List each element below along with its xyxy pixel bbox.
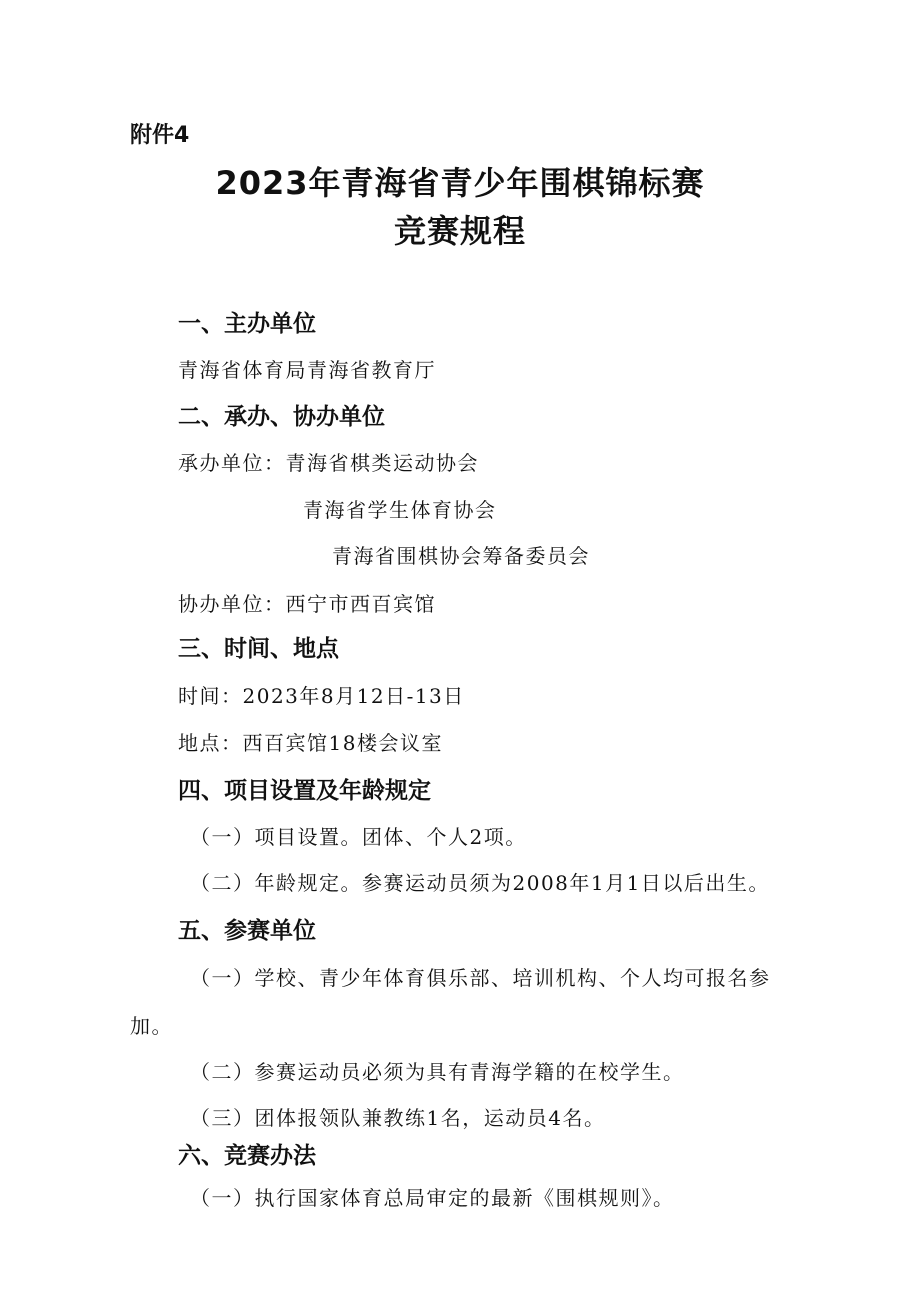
host-unit-2: 青海省学生体育协会: [303, 498, 497, 522]
events-item-2: （二）年龄规定。参赛运动员须为2008年1月1日以后出生。: [190, 871, 770, 895]
section-heading-organizer: 一、主办单位: [178, 311, 316, 337]
participants-item-3: （三）团体报领队兼教练1名，运动员4名。: [190, 1106, 606, 1130]
organizer-text: 青海省体育局青海省教育厅: [178, 358, 436, 382]
time-text: 时间：2023年8月12日-13日: [178, 684, 465, 708]
document-subtitle: 竞赛规程: [393, 212, 526, 250]
participants-item-1-continued: 加。: [130, 1014, 173, 1038]
events-item-1: （一）项目设置。团体、个人2项。: [190, 825, 527, 849]
section-heading-competition-method: 六、竞赛办法: [178, 1143, 316, 1169]
section-heading-participants: 五、参赛单位: [178, 918, 316, 944]
section-heading-time-place: 三、时间、地点: [178, 636, 339, 662]
co-host-unit: 协办单位：西宁市西百宾馆: [178, 592, 436, 616]
host-unit-1: 承办单位：青海省棋类运动协会: [178, 451, 479, 475]
document-title: 2023年青海省青少年围棋锦标赛: [215, 164, 705, 202]
place-text: 地点：西百宾馆18楼会议室: [178, 731, 443, 755]
attachment-label: 附件4: [130, 123, 190, 148]
host-unit-3: 青海省围棋协会筹备委员会: [332, 544, 590, 568]
section-heading-events: 四、项目设置及年龄规定: [178, 778, 431, 804]
section-heading-host: 二、承办、协办单位: [178, 404, 385, 430]
competition-method-item-1: （一）执行国家体育总局审定的最新《围棋规则》。: [190, 1186, 675, 1210]
participants-item-2: （二）参赛运动员必须为具有青海学籍的在校学生。: [190, 1060, 685, 1084]
participants-item-1: （一）学校、青少年体育俱乐部、培训机构、个人均可报名参: [190, 966, 771, 990]
